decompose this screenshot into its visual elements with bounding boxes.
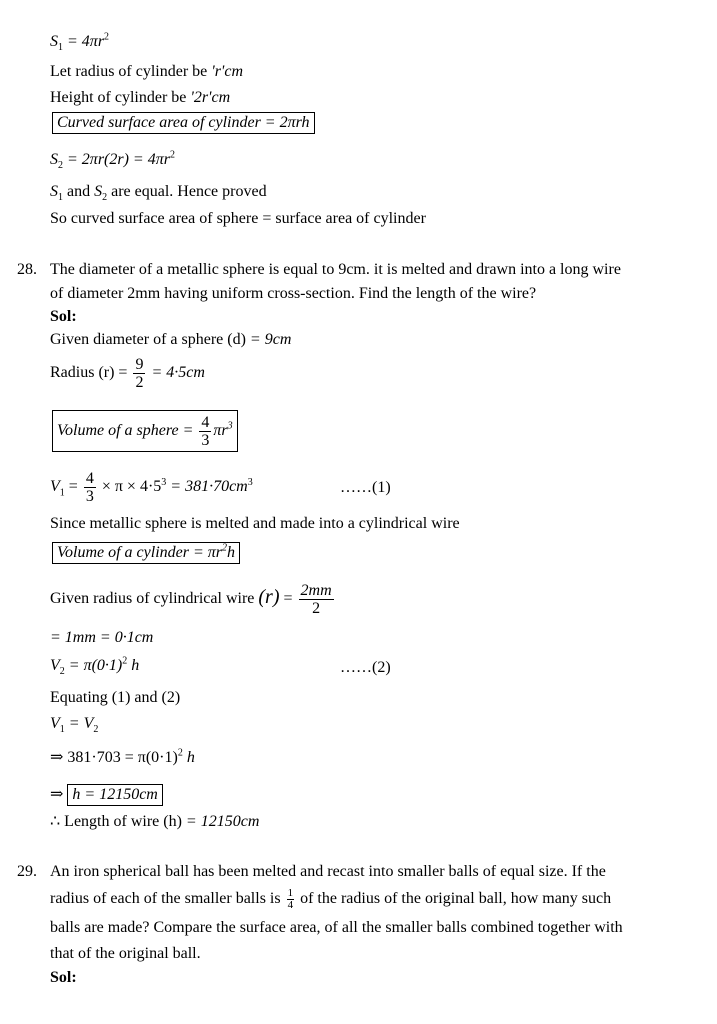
one-quarter-fraction: $\frac{1}{4}$ (287, 887, 294, 911)
radius-fraction: $\frac{9}{2}$ (135, 356, 144, 391)
question-28-sol: Sol: (50, 308, 77, 325)
question-29-text-1: An iron spherical ball has been melted and recast into smaller balls of equal size. If the (50, 863, 606, 880)
implies-line-2: ⇒ h = 12150cm (50, 784, 163, 806)
implies-line-1: ⇒ $381\cdot 703 = \pi(0\cdot 1)^2$ h (50, 747, 195, 766)
question-28-number: 28. (17, 261, 37, 278)
let-radius-line: Let radius of cylinder be 'r'cm (50, 63, 244, 80)
s1-rhs: = 4πr (63, 33, 105, 50)
question-29-text-3: balls are made? Compare the surface area, of all the smaller balls combined together with (50, 919, 623, 936)
therefore-line: ∴ Length of wire (h) = 12150cm (50, 813, 260, 830)
mm-conversion-line: = 1mm = 0·1cm (50, 629, 154, 646)
volume-sphere-box: Volume of a sphere = $\frac{4}{3}$ $\pi r^3$ (52, 410, 238, 452)
s1-symbol: S (50, 33, 58, 50)
s2-equation: $S_2 = 2\pi r(2r) = 4\pi r^2$ (50, 149, 175, 172)
question-29-text-4: that of the original ball. (50, 945, 201, 962)
s1-equation: $S_1 = 4\pi r^2$ (50, 31, 110, 54)
v2-equation: $V_2 = \pi(0\cdot 1)^2$ h (50, 655, 140, 678)
since-line: Since metallic sphere is melted and made into a cylindrical wire (50, 515, 460, 532)
given-diameter-line: Given diameter of a sphere (d) = 9cm (50, 331, 292, 348)
equation-label-2: ……(2) (340, 659, 391, 676)
question-28-text-1: The diameter of a metallic sphere is equal to 9cm. it is melted and drawn into a long wire (50, 261, 621, 278)
equation-label-1: ……(1) (340, 479, 391, 496)
curved-surface-formula-box: Curved surface area of cylinder = 2πrh (52, 112, 315, 134)
question-29-sol: Sol: (50, 969, 77, 986)
radius-line: Radius (r) = $\frac{9}{2}$ = 4·5cm (50, 356, 205, 391)
s1-s2-equal-line: $S_1$ and $S_2$ are equal. Hence proved (50, 183, 267, 204)
height-line: Height of cylinder be '2r'cm (50, 89, 231, 106)
given-radius-wire-line: Given radius of cylindrical wire (r) = $\frac{2mm}{2}$ (50, 582, 332, 617)
volume-cylinder-box: Volume of a cylinder = $\pi r^2h$ (52, 542, 240, 564)
question-29-number: 29. (17, 863, 37, 880)
v1-equals-v2: $V_1 = V_2$ (50, 715, 99, 736)
conclusion-line: So curved surface area of sphere = surface area of cylinder (50, 210, 426, 227)
equating-line: Equating (1) and (2) (50, 689, 181, 706)
question-28-text-2: of diameter 2mm having uniform cross-section. Find the length of the wire? (50, 285, 537, 302)
question-29-text-2: radius of each of the smaller balls is $\frac{1}{4}$ of the radius of the original ball, how many such (50, 887, 612, 911)
answer-box: h = 12150cm (67, 784, 162, 806)
v1-equation: $V_1$ = $\frac{4}{3}$ × $\pi \times 4\cdot 5^3 = 381\cdot 70cm^3$ (50, 470, 253, 505)
